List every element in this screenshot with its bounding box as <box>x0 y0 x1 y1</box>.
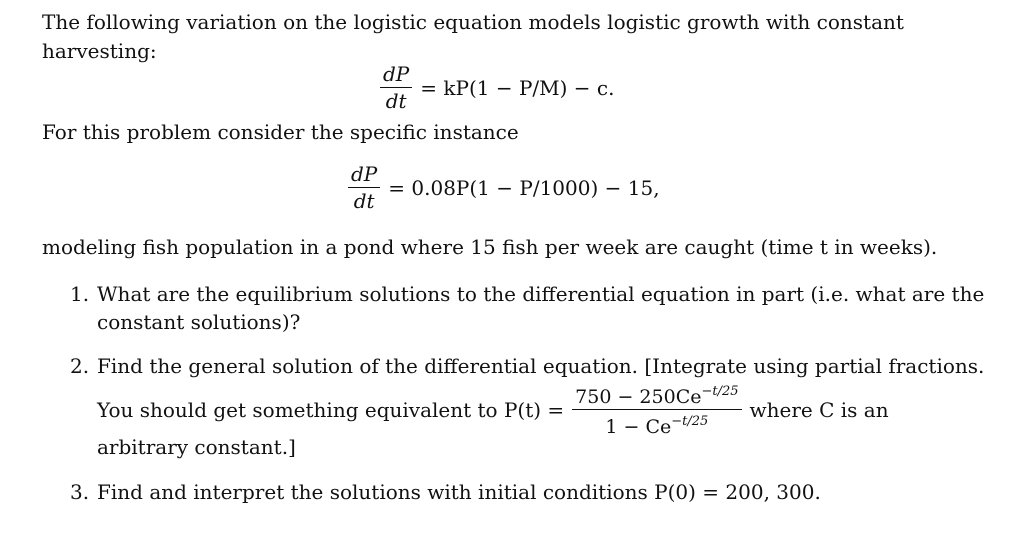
instance-intro: For this problem consider the specific instance <box>42 120 519 144</box>
question-1-line-2: constant solutions)? <box>97 310 301 334</box>
equation-general-lhs <box>380 62 412 113</box>
equation-specific-numerator: dP <box>351 162 378 186</box>
formula-numerator-base: 750 − 250Ce <box>575 386 702 408</box>
question-2-suffix: where C is an <box>749 397 889 422</box>
fraction-bar <box>380 87 412 88</box>
question-1 <box>70 280 984 309</box>
question-1-number: 1. <box>70 282 90 306</box>
question-3 <box>70 478 821 507</box>
fraction-bar <box>348 187 380 188</box>
question-3-line-1: Find and interpret the solutions with initial conditions P(0) = 200, 300. <box>97 480 821 504</box>
equation-specific-rhs: = 0.08P(1 − P/1000) − 15, <box>388 175 660 200</box>
equation-specific <box>348 162 660 213</box>
formula-denominator <box>602 411 711 438</box>
intro-line-1: The following variation on the logistic equation models logistic growth with constant <box>42 10 904 34</box>
question-2-line-3: arbitrary constant.] <box>97 435 296 459</box>
fraction-bar <box>572 409 741 410</box>
question-2-line-2 <box>97 381 889 438</box>
question-2-prefix: You should get something equivalent to P(t) = <box>97 397 565 422</box>
question-2-number: 2. <box>70 354 90 378</box>
equation-specific-denominator: dt <box>353 189 375 213</box>
formula-denominator-base: 1 − Ce <box>605 416 672 438</box>
equation-general-denominator: dt <box>385 89 407 113</box>
equation-general-numerator: dP <box>383 62 410 86</box>
equation-general-rhs: = kP(1 − P/M) − c. <box>420 75 615 100</box>
general-solution-formula <box>572 381 741 438</box>
question-2 <box>70 352 984 381</box>
equation-general <box>380 62 614 113</box>
formula-numerator <box>572 381 741 408</box>
formula-numerator-exponent: −t/25 <box>701 384 739 399</box>
intro-line-2: harvesting: <box>42 39 157 63</box>
question-1-line-1: What are the equilibrium solutions to the differential equation in part (i.e. what are the <box>97 282 985 306</box>
formula-denominator-exponent: −t/25 <box>671 414 709 429</box>
question-2-line-1: Find the general solution of the differential equation. [Integrate using partial fractions. <box>97 354 985 378</box>
context-text: modeling fish population in a pond where 15 fish per week are caught (time t in weeks). <box>42 235 938 259</box>
equation-specific-lhs <box>348 162 380 213</box>
question-3-number: 3. <box>70 480 90 504</box>
